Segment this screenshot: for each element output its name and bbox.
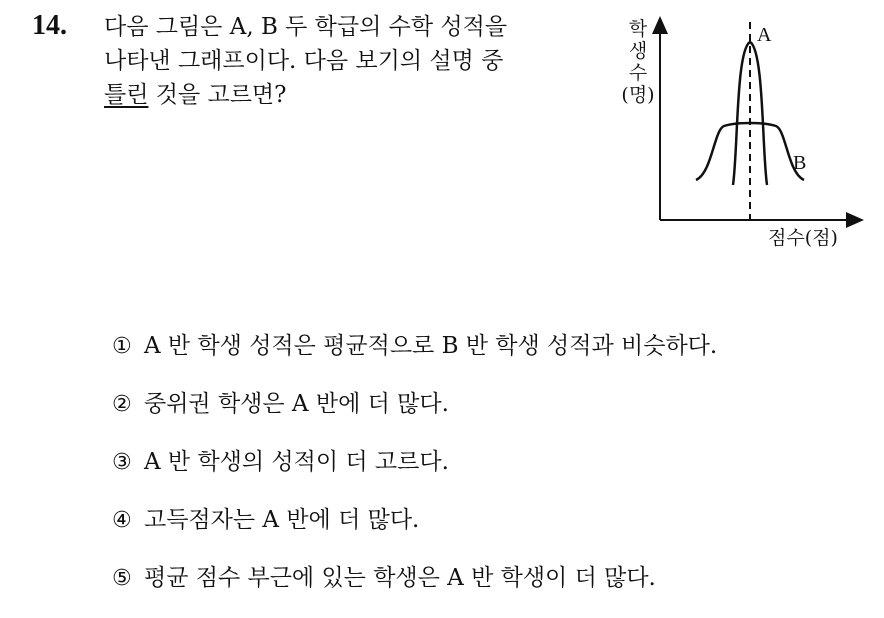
curve-b-label: B [793, 152, 807, 174]
choice-3-text: A 반 학생의 성적이 더 고르다. [144, 449, 449, 475]
choice-3[interactable] [112, 444, 852, 502]
choice-4-number: ④ [112, 508, 132, 533]
answer-choices [112, 328, 852, 618]
distribution-graph [600, 10, 870, 260]
choice-1[interactable] [112, 328, 852, 386]
x-axis-label: 점수(점) [768, 227, 838, 249]
choice-4[interactable] [112, 502, 852, 560]
y-axis-label [610, 18, 666, 106]
underlined-keyword: 틀린 [104, 82, 149, 108]
choice-1-text: A 반 학생 성적은 평균적으로 B 반 학생 성적과 비슷하다. [144, 333, 718, 359]
question-stem-line-2: 나타낸 그래프이다. 다음 보기의 설명 중 [104, 48, 504, 74]
choice-5-text: 평균 점수 부근에 있는 학생은 A 반 학생이 더 많다. [144, 565, 656, 591]
curve-a-label: A [757, 24, 772, 46]
question-stem-line-3-rest: 것을 고르면? [148, 82, 287, 108]
y-axis-label-char-3: 수 [628, 62, 648, 84]
question-stem-line-1: 다음 그림은 A, B 두 학급의 수학 성적을 [104, 14, 508, 40]
choice-3-number: ③ [112, 450, 132, 475]
choice-2[interactable] [112, 386, 852, 444]
question-stem [104, 10, 594, 112]
question-number: 14. [32, 10, 67, 41]
question-stem-line-3 [104, 78, 594, 112]
choice-4-text: 고득점자는 A 반에 더 많다. [144, 507, 420, 533]
choice-2-number: ② [112, 392, 132, 417]
choice-5-number: ⑤ [112, 566, 132, 591]
choice-1-number: ① [112, 334, 132, 359]
y-axis-label-char-1: 학 [628, 18, 648, 40]
y-axis-label-unit: (명) [621, 84, 655, 106]
y-axis-label-char-2: 생 [628, 40, 648, 62]
choice-5[interactable] [112, 560, 852, 618]
choice-2-text: 중위권 학생은 A 반에 더 많다. [144, 391, 449, 417]
